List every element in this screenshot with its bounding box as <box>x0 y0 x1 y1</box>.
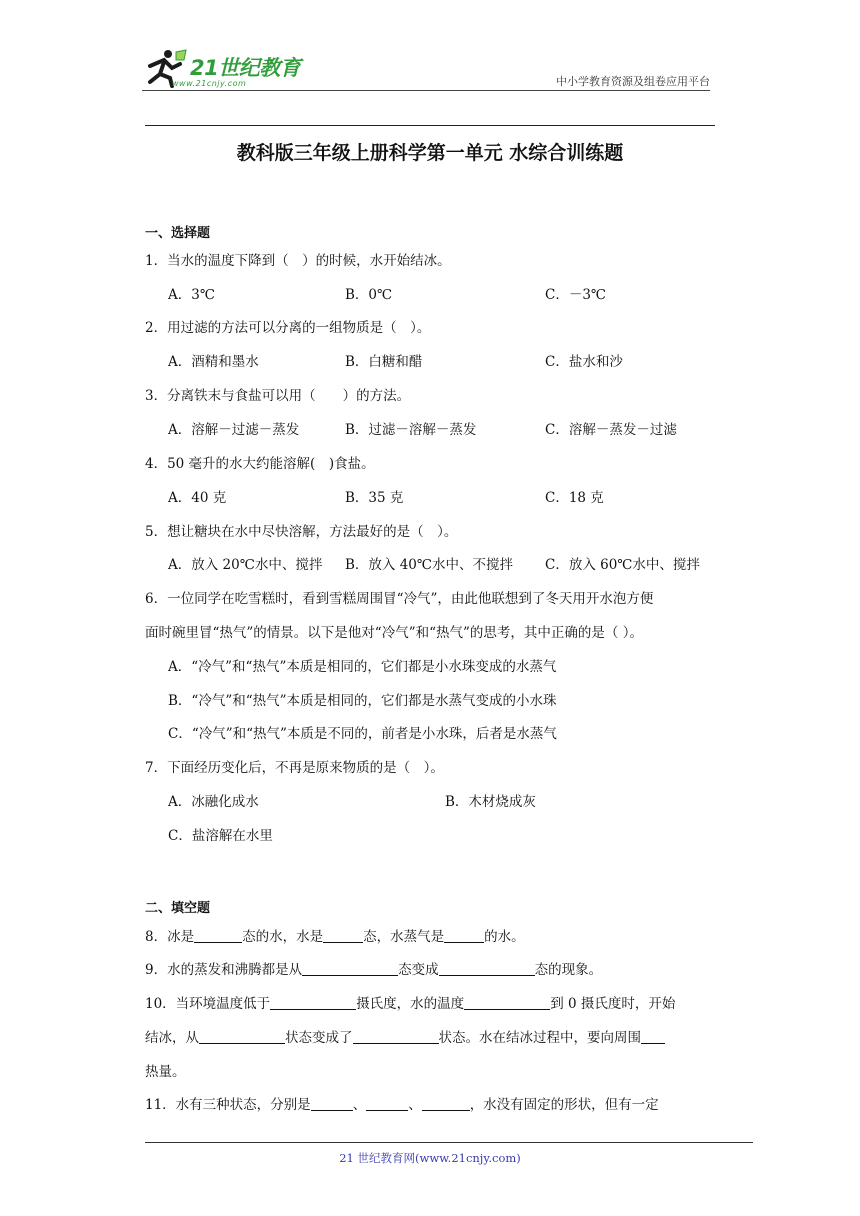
q8-text-1: 8．冰是 <box>145 929 195 945</box>
q7-option-c: C．盐溶解在水里 <box>168 828 273 844</box>
answer-blank[interactable] <box>641 1029 665 1044</box>
answer-blank[interactable] <box>439 961 535 976</box>
answer-blank[interactable] <box>194 928 242 943</box>
answer-blank[interactable] <box>270 995 356 1010</box>
question-3: 3．分离铁末与食盐可以用（ ）的方法。 <box>145 388 411 404</box>
q9-text-1: 9．水的蒸发和沸腾都是从 <box>145 962 303 978</box>
q3-option-c: C．溶解－蒸发－过滤 <box>545 422 677 438</box>
q4-option-a: A．40 克 <box>168 490 227 506</box>
footer-divider <box>145 1142 753 1143</box>
q11-text-3: 、 <box>408 1097 422 1113</box>
section-heading-choice: 一、选择题 <box>145 226 211 241</box>
logo <box>142 48 312 92</box>
q8-text-3: 态，水蒸气是 <box>363 929 445 945</box>
q11-text-2: 、 <box>352 1097 367 1113</box>
q2-option-b: B．白糖和醋 <box>345 354 423 370</box>
page-title: 教科版三年级上册科学第一单元 水综合训练题 <box>236 142 624 164</box>
q8-text-2: 态的水，水是 <box>242 929 324 945</box>
question-2: 2．用过滤的方法可以分离的一组物质是（ ）。 <box>145 320 431 336</box>
answer-blank[interactable] <box>353 1029 439 1044</box>
header-divider <box>142 90 710 91</box>
question-9 <box>145 958 602 978</box>
question-10-line-3: 热量。 <box>145 1064 186 1080</box>
title-rule <box>145 125 715 126</box>
q10-text-4: 结冰，从 <box>145 1030 199 1046</box>
q10-text-6: 状态。水在结冰过程中，要向周围 <box>438 1030 641 1046</box>
question-5: 5．想让糖块在水中尽快溶解，方法最好的是（ ）。 <box>145 524 458 540</box>
section-heading-fill: 二、填空题 <box>145 901 211 916</box>
q8-text-4: 的水。 <box>484 929 525 945</box>
q7-option-b: B．木材烧成灰 <box>445 794 536 810</box>
q6-option-a: A．“冷气”和“热气”本质是相同的，它们都是小水珠变成的水蒸气 <box>168 659 557 675</box>
q4-option-b: B．35 克 <box>345 490 404 506</box>
q3-option-a: A．溶解－过滤－蒸发 <box>168 422 300 438</box>
q5-option-c: C．放入 60℃水中、搅拌 <box>545 557 700 573</box>
q10-text-5: 状态变成了 <box>285 1030 353 1046</box>
q3-option-b: B．过滤－溶解－蒸发 <box>345 422 477 438</box>
q1-option-a: A．3℃ <box>168 287 215 303</box>
question-10-line-1 <box>145 992 675 1012</box>
question-4: 4．50 毫升的水大约能溶解( )食盐。 <box>145 456 375 472</box>
logo-url: www.21cnjy.com <box>172 79 247 88</box>
question-11 <box>145 1093 659 1113</box>
question-10-line-2 <box>145 1026 665 1046</box>
q2-option-a: A．酒精和墨水 <box>168 354 259 370</box>
question-6-line-1: 6．一位同学在吃雪糕时，看到雪糕周围冒“冷气”，由此他联想到了冬天用开水泡方便 <box>145 591 654 607</box>
q9-text-2: 态变成 <box>398 962 439 978</box>
q7-option-a: A．冰融化成水 <box>168 794 259 810</box>
q4-option-c: C．18 克 <box>545 490 604 506</box>
question-8 <box>145 925 525 945</box>
q11-text-4: ，水没有固定的形状，但有一定 <box>469 1097 659 1113</box>
q10-text-2: 摄氏度，水的温度 <box>356 996 465 1012</box>
answer-blank[interactable] <box>422 1096 470 1111</box>
answer-blank[interactable] <box>323 928 363 943</box>
answer-blank[interactable] <box>464 995 550 1010</box>
q6-option-c: C．“冷气”和“热气”本质是不同的，前者是小水珠，后者是水蒸气 <box>168 726 557 742</box>
answer-blank[interactable] <box>199 1029 285 1044</box>
q11-text-1: 11．水有三种状态，分别是 <box>145 1097 311 1113</box>
q2-option-c: C．盐水和沙 <box>545 354 623 370</box>
q1-option-c: C．－3℃ <box>545 287 607 303</box>
question-1: 1．当水的温度下降到（ ）的时候，水开始结冰。 <box>145 253 451 269</box>
logo-text: 21世纪教育 <box>190 56 301 80</box>
footer-text: 21 世纪教育网(www.21cnjy.com) <box>339 1151 521 1165</box>
q5-option-a: A．放入 20℃水中、搅拌 <box>168 557 323 573</box>
answer-blank[interactable] <box>302 961 398 976</box>
q10-text-1: 10．当环境温度低于 <box>145 996 271 1012</box>
answer-blank[interactable] <box>366 1096 408 1111</box>
q5-option-b: B．放入 40℃水中、不搅拌 <box>345 557 513 573</box>
q6-option-b: B．“冷气”和“热气”本质是相同的，它们都是水蒸气变成的小水珠 <box>168 693 557 709</box>
q9-text-3: 态的现象。 <box>534 962 603 978</box>
answer-blank[interactable] <box>444 928 484 943</box>
q10-text-3: 到 0 摄氏度时，开始 <box>550 996 676 1012</box>
header-platform-text: 中小学教育资源及组卷应用平台 <box>556 75 710 88</box>
question-7: 7．下面经历变化后，不再是原来物质的是（ ）。 <box>145 760 444 776</box>
q1-option-b: B．0℃ <box>345 287 393 303</box>
answer-blank[interactable] <box>311 1096 353 1111</box>
question-6-line-2: 面时碗里冒“热气”的情景。以下是他对“冷气”和“热气”的思考，其中正确的是（ ）。 <box>145 625 643 641</box>
